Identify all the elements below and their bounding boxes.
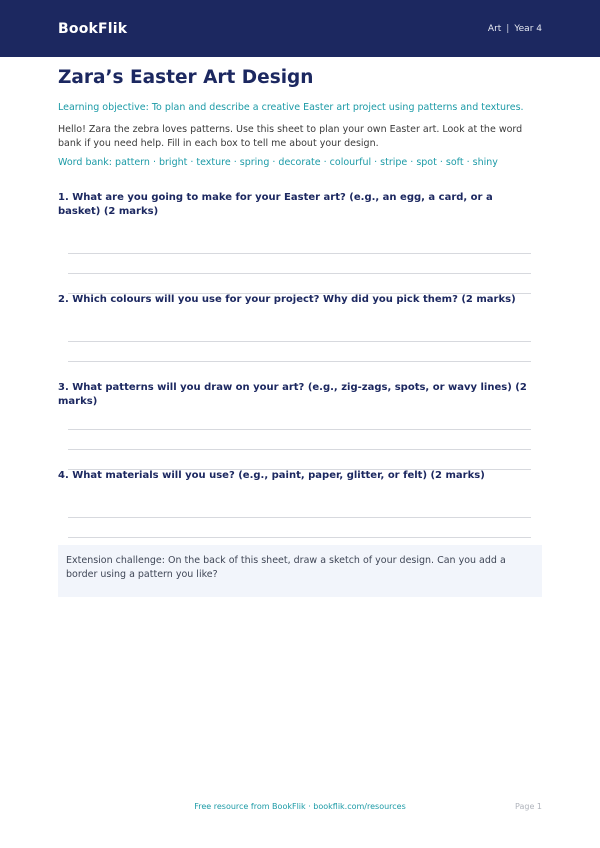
intro-section <box>58 65 542 168</box>
answer-line-3a[interactable] <box>68 429 531 430</box>
answer-line-4a[interactable] <box>68 517 531 518</box>
answer-line-2a[interactable] <box>68 341 531 342</box>
page-header <box>0 0 600 57</box>
page-number: Page 1 <box>515 802 542 811</box>
footer-resource-link[interactable]: Free resource from BookFlik · bookflik.com/resources <box>194 802 406 811</box>
answer-line-1b[interactable] <box>68 273 531 274</box>
answer-line-2b[interactable] <box>68 361 531 362</box>
extension-challenge: Extension challenge: On the back of this sheet, draw a sketch of your design. Can you add a border using a pattern you like? <box>58 545 542 597</box>
meta-separator: | <box>506 23 510 34</box>
word-bank: Word bank: pattern · bright · texture · spring · decorate · colourful · stripe · spot · soft · shiny <box>58 157 498 168</box>
subject-year <box>488 24 542 34</box>
learning-objective: Learning objective: To plan and describe a creative Easter art project using patterns and textures. <box>58 102 524 113</box>
question-1: 1. What are you going to make for your Easter art? (e.g., an egg, a card, or a basket) (2 marks) <box>58 192 493 217</box>
question-4: 4. What materials will you use? (e.g., paint, paper, glitter, or felt) (2 marks) <box>58 470 485 481</box>
question-3: 3. What patterns will you draw on your art? (e.g., zig-zags, spots, or wavy lines) (2 marks) <box>58 382 527 407</box>
intro-text: Hello! Zara the zebra loves patterns. Use this sheet to plan your own Easter art. Look at the word bank if you need help. Fill in each box to tell me about your design. <box>58 124 523 149</box>
answer-line-3b[interactable] <box>68 449 531 450</box>
answer-line-4b[interactable] <box>68 537 531 538</box>
question-2: 2. Which colours will you use for your project? Why did you pick them? (2 marks) <box>58 294 516 305</box>
year-label: Year 4 <box>514 23 542 34</box>
page-title: Zara’s Easter Art Design <box>58 67 314 88</box>
brand-logo: BookFlik <box>58 20 128 37</box>
answer-line-1a[interactable] <box>68 253 531 254</box>
subject-label: Art <box>487 23 502 34</box>
